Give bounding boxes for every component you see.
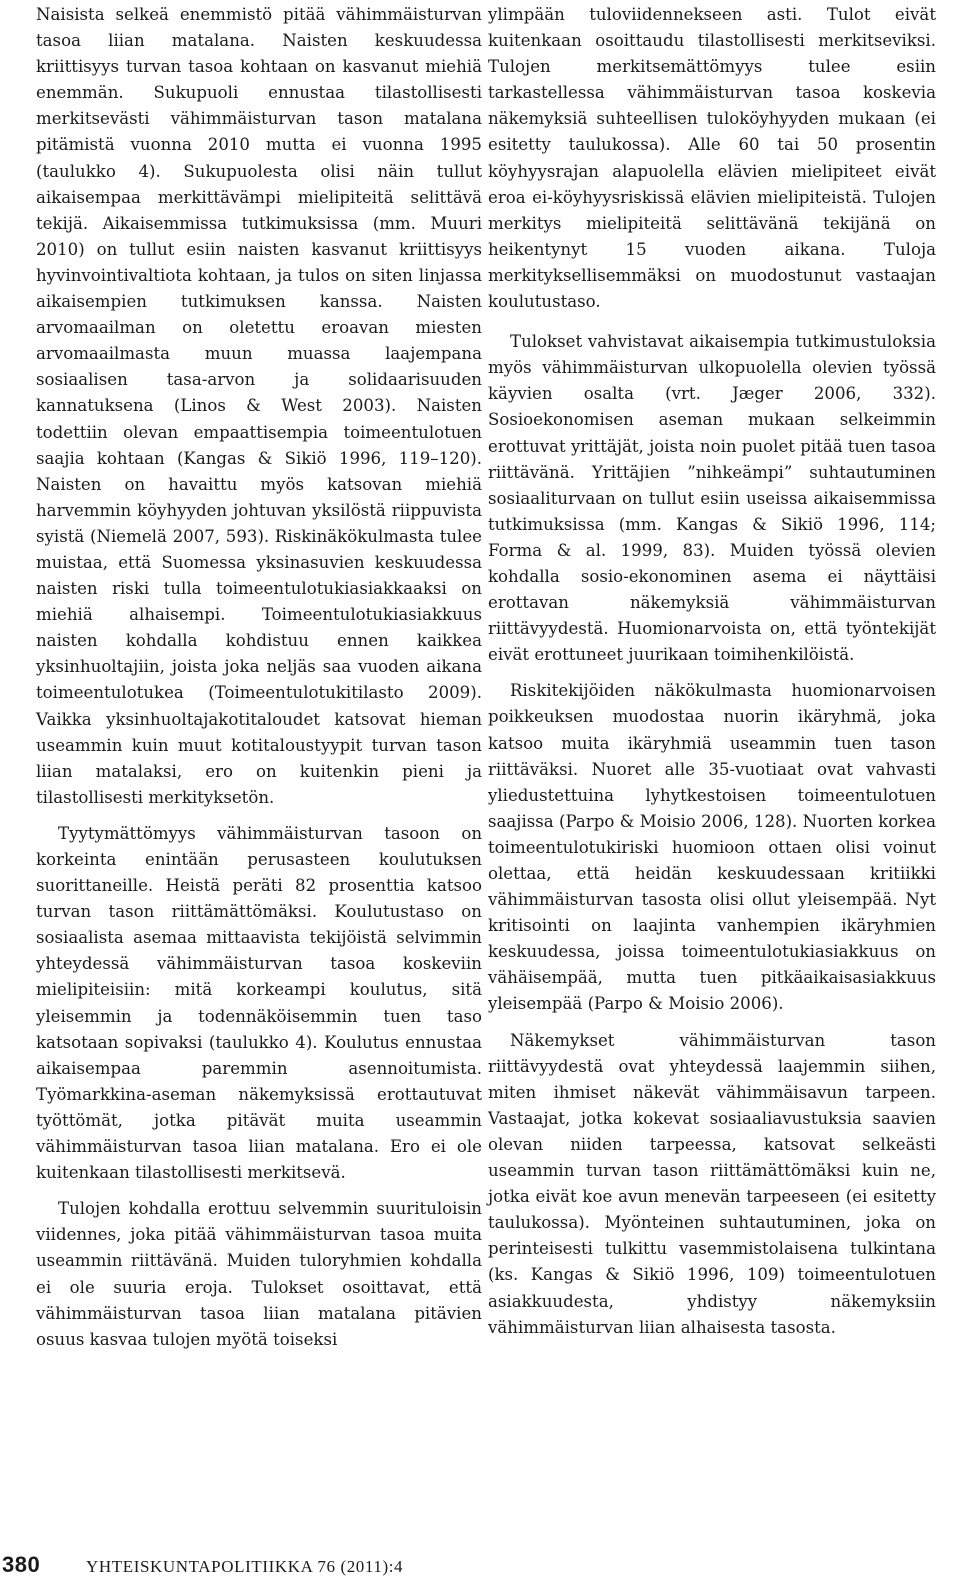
paragraph: ylimpään tuloviidennekseen asti. Tulot eivät kuitenkaan osoittaudu tilastollisesti merkitseviksi. Tulojen merkitsemättömyys tulee esiin tarkastellessa vähimmäisturvan tasoa koskevia näkemyksiä suhteellisen tuloköyhyyden mukaan (ei esitetty taulukossa). Alle 60 tai 50 prosentin köyhyysrajan alapuolella elävien mielipiteet eivät eroa ei-köyhyysriskissä elävien mielipiteistä. Tulojen merkitys mielipiteitä selittävänä tekijänä on heikentynyt 15 vuoden aikana. Tuloja merkityksellisemmäksi on muodostunut vastaajan koulutustaso. — [488, 5, 936, 312]
paragraph: Tulokset vahvistavat aikaisempia tutkimustuloksia myös vähimmäisturvan ulkopuolella olevien työssä käyvien osalta (vrt. Jæger 2006, 332). Sosioekonomisen aseman mukaan selkeimmin erottuvat yrittäjät, joista noin puolet pitää tuen tasoa riittävänä. Yrittäjien ”nihkeämpi” suhtautuminen sosiaaliturvaan on tullut esiin useissa aikaisemmissa tutkimuksissa (mm. Kangas & Sikiö 1996, 114; Forma & al. 1999, 83). Muiden työssä olevien kohdalla sosio-ekonominen asema ei näyttäisi erottavan näkemyksiä vähimmäisturvan riittävyydestä. Huomionarvoista on, että työntekijät eivät erottuneet juurikaan toimihenkilöistä. — [488, 332, 936, 665]
paragraph: Riskitekijöiden näkökulmasta huomionarvoisen poikkeuksen muodostaa nuorin ikäryhmä, joka katsoo muita ikäryhmiä useammin tuen tason riittäväksi. Nuoret alle 35-vuotiaat ovat vahvasti yliedustettuina lyhytkestoisen toimeentulotuen saajissa (Parpo & Moisio 2006, 128). Nuorten korkea toimeentulotukiriski huomioon ottaen olisi voinut olettaa, että heidän keskuudessaan kritiikki vähimmäisturvan tasosta olisi ollut yleisempää. Nyt kritisointi on laajinta vanhempien ikäryhmien keskuudessa, joissa toimeentulotukiasiakkuus on vähäisempää, mutta tuen pitkäaikaisasiakkuus yleisempää (Parpo & Moisio 2006). — [488, 681, 936, 1014]
page-footer — [0, 1552, 403, 1578]
paragraph: Naisista selkeä enemmistö pitää vähimmäisturvan tasoa liian matalana. Naisten keskuudessa kriittisyys turvan tasoa kohtaan on kasvanut miehiä enemmän. Sukupuoli ennustaa tilastollisesti merkitsevästi vähimmäisturvan tason matalana pitämistä vuonna 2010 mutta ei vuonna 1995 (taulukko 4). Sukupuolesta olisi näin tullut aikaisempaa merkittävämpi mielipiteitä selittävä tekijä. Aikaisemmissa tutkimuksissa (mm. Muuri 2010) on tullut esiin naisten kasvanut kriittisyys hyvinvointivaltiota kohtaan, ja tulos on siten linjassa aikaisempien tutkimuksen kanssa. Naisten arvomaailman on oletettu eroavan miesten arvomaailmasta muun muassa laajempana sosiaalisen tasa-arvon ja solidaarisuuden kannatuksena (Linos & West 2003). Naisten todettiin olevan empaattisempia toimeentulotuen saajia kohtaan (Kangas & Sikiö 1996, 119–120). Naisten on havaittu myös katsovan miehiä harvemmin köyhyyden johtuvan yksilöstä riippuvista syistä (Niemelä 2007, 593). Riskinäkökulmasta tulee muistaa, että Suomessa yksinasuvien keskuudessa naisten riski tulla toimeentulotukiasiakkaaksi on miehiä alhaisempi. Toimeentulotukiasiakkuus naisten kohdalla kohdistuu ennen kaikkea yksinhuoltajiin, joista joka neljäs saa vuoden aikana toimeentulotukea (Toimeentulotukitilasto 2009). Vaikka yksinhuoltajakotitaloudet katsovat hieman useammin kuin muut kotitaloustyypit turvan tason liian matalaksi, ero on kuitenkin pieni ja tilastollisesti merkityksetön. — [36, 5, 482, 807]
journal-reference: YHTEISKUNTAPOLITIIKKA 76 (2011):4 — [86, 1557, 404, 1576]
paragraph: Tyytymättömyys vähimmäisturvan tasoon on korkeinta enintään perusasteen koulutuksen suorittaneille. Heistä peräti 82 prosenttia katsoo turvan tason riittämättömäksi. Koulutustaso on sosiaalista asemaa mittaavista tekijöistä selvimmin yhteydessä vähimmäisturvan tasoa koskeviin mielipiteisiin: mitä korkeampi koulutus, sitä yleisemmin ja todennäköisemmin tuen taso katsotaan sopivaksi (taulukko 4). Koulutus ennustaa aikaisempaa paremmin asennoitumista. Työmarkkina-aseman näkemyksissä erottautuvat työttömät, jotka pitävät muita useammin vähimmäisturvan tasoa liian matalana. Ero ei ole kuitenkaan tilastollisesti merkitsevä. — [36, 823, 482, 1183]
paragraph: Tulojen kohdalla erottuu selvemmin suurituloisin viidennes, joka pitää vähimmäisturvan tasoa muita useammin riittävänä. Muiden tuloryhmien kohdalla ei ole suuria eroja. Tulokset osoittavat, että vähimmäisturvan tasoa liian matalana pitävien osuus kasvaa tulojen myötä toiseksi — [36, 1199, 482, 1349]
paragraph: Näkemykset vähimmäisturvan tason riittävyydestä ovat yhteydessä laajemmin siihen, miten ihmiset näkevät vähimmäisavun tarpeen. Vastaajat, jotka kokevat sosiaaliavustuksia saavien olevan niiden tarpeessa, katsovat selkeästi useammin turvan tason riittämättömäksi kuin ne, jotka eivät koe avun menevän tarpeeseen (ei esitetty taulukossa). Myönteinen suhtautuminen, joka on perinteisesti tulkittu vasemmistolaisena tulkintana (ks. Kangas & Sikiö 1996, 109) toimeentulotuen asiakkuudesta, yhdistyy näkemyksiin vähimmäisturvan liian alhaisesta tasosta. — [488, 1030, 936, 1337]
page-number: 380 — [2, 1552, 41, 1577]
left-text-column — [36, 2, 482, 1353]
right-text-column — [488, 2, 936, 1341]
